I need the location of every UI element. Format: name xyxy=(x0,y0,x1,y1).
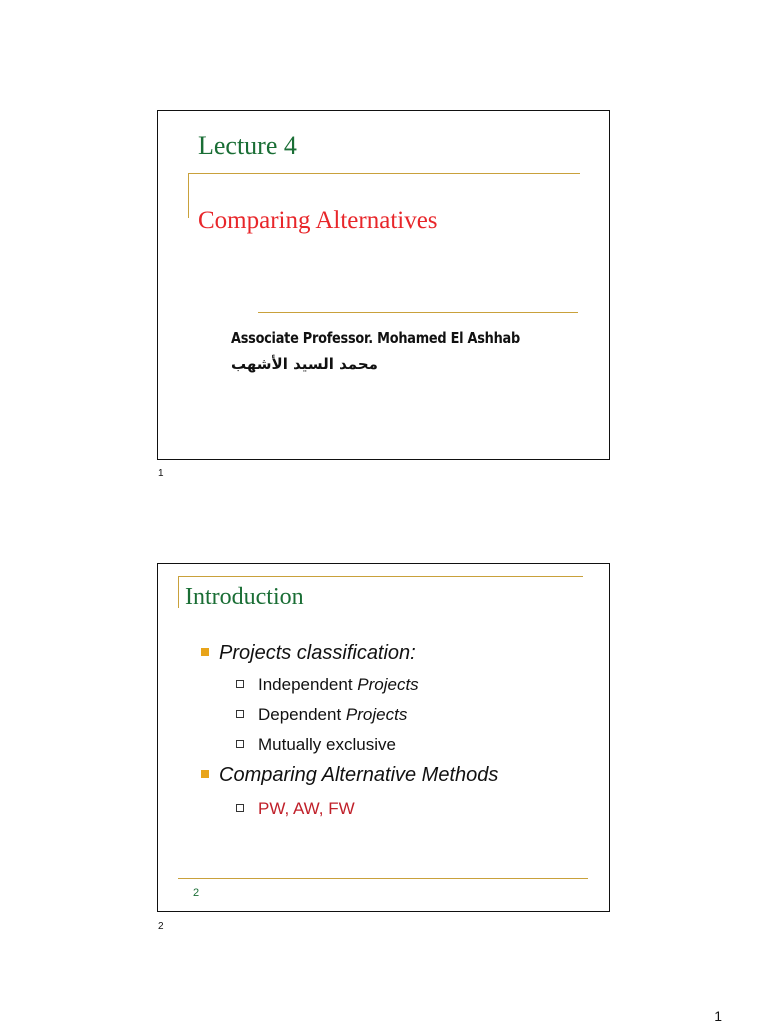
header-rule xyxy=(178,576,583,577)
author-name: Associate Professor. Mohamed El Ashhab xyxy=(231,329,520,347)
hollow-square-bullet-icon xyxy=(236,680,244,688)
author-name-arabic xyxy=(231,355,378,373)
header-vertical-rule xyxy=(178,576,179,608)
sub-item-text: Dependent xyxy=(258,705,346,724)
author-name-arabic-text: محمد السيد الأشهب xyxy=(231,355,378,373)
title-rule xyxy=(188,173,580,174)
hollow-square-bullet-icon xyxy=(236,740,244,748)
list-item xyxy=(201,642,416,665)
sub-list-item xyxy=(236,705,407,725)
hollow-square-bullet-icon xyxy=(236,710,244,718)
slide-1-subtitle: Comparing Alternatives xyxy=(198,207,438,234)
hollow-square-bullet-icon xyxy=(236,804,244,812)
slide-2 xyxy=(157,563,610,912)
slide-1 xyxy=(157,110,610,460)
slide-2-label: 2 xyxy=(158,921,164,932)
sub-item-emphasis: Projects xyxy=(345,705,408,724)
slide-2-title: Introduction xyxy=(185,584,304,610)
square-bullet-icon xyxy=(201,770,209,778)
author-rule xyxy=(258,312,578,313)
slide-1-title: Lecture 4 xyxy=(198,131,297,160)
square-bullet-icon xyxy=(201,648,209,656)
sub-list-item xyxy=(236,799,355,819)
list-item xyxy=(201,764,498,787)
sub-list-item xyxy=(236,735,396,755)
list-item-text: Comparing Alternative Methods xyxy=(219,764,499,786)
page-number: 1 xyxy=(714,1008,722,1024)
sub-item-text: Independent xyxy=(258,675,358,694)
slide-1-label: 1 xyxy=(158,468,164,479)
sub-item-text: Mutually exclusive xyxy=(258,735,396,754)
sub-item-text: PW, AW, FW xyxy=(258,799,355,818)
title-vertical-rule xyxy=(188,173,189,218)
sub-list-item xyxy=(236,675,419,695)
sub-item-emphasis: Projects xyxy=(357,675,419,694)
list-item-text: Projects classification: xyxy=(219,642,416,664)
slide-number: 2 xyxy=(193,887,200,899)
footer-rule xyxy=(178,878,588,879)
